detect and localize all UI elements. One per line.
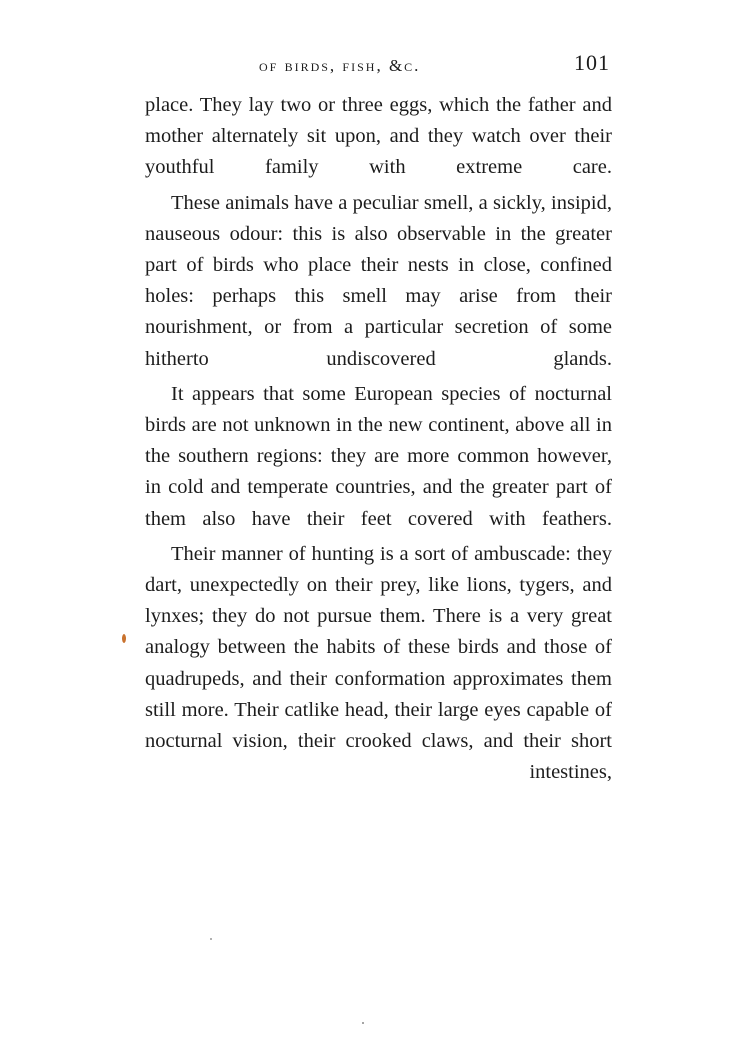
page-content <box>145 50 612 788</box>
catchword: intestines, <box>529 761 612 784</box>
running-head <box>145 50 612 86</box>
paragraph-4: Their manner of hunting is a sort of ambuscade: they dart, unexpectedly on their prey, like lions, tygers, and lynxes; they do not pursue them. There is a very great analogy between the habits of these birds and those of quadrupeds, and their conformation approximates them still more. Their catlike head, their large eyes capable of nocturnal vision, their crooked claws, and their short <box>145 542 612 753</box>
body-text <box>145 90 612 757</box>
paper-speck <box>362 1022 364 1024</box>
running-title: of birds, fish, &c. <box>259 56 421 75</box>
page-number: 101 <box>574 50 610 75</box>
paragraph-2: These animals have a peculiar smell, a sickly, insipid, nauseous odour: this is also observable in the greater part of birds who place their nests in close, confined holes: perhaps this smell may arise from their nourishment, or from a particular secretion of some hitherto undiscovered glands. <box>145 191 612 370</box>
paragraph-1: place. They lay two or three eggs, which the father and mother alternately sit upon, and they watch over their youthful family with extreme care. <box>145 94 612 179</box>
paper-blemish <box>122 634 126 643</box>
paper-speck <box>210 938 212 940</box>
paragraph-3: It appears that some European species of nocturnal birds are not unknown in the new continent, above all in the southern regions: they are more common however, in cold and temperate countries, and the greater part of them also have their feet covered with feathers. <box>145 382 612 530</box>
